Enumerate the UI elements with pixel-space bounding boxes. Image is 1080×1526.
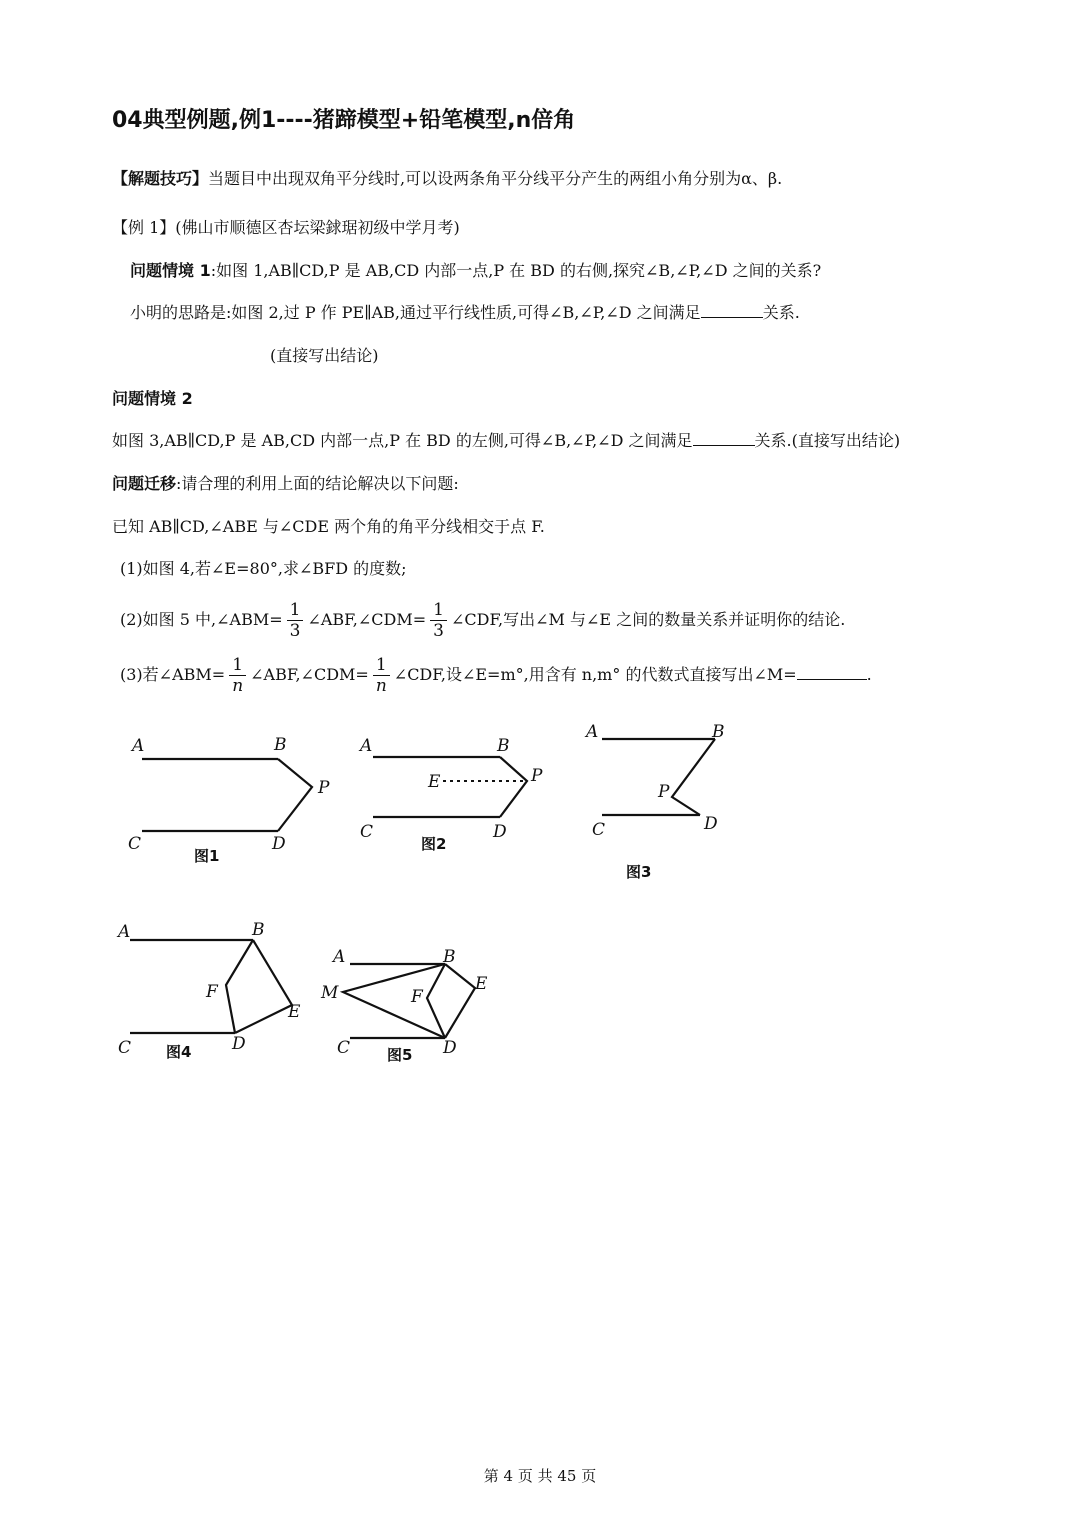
figure-4-caption: 图4 [166,1043,192,1061]
line-bpd [500,757,527,817]
point-a-label: A [360,736,373,756]
frac-den: n [232,676,244,696]
frac-num: 1 [287,600,304,621]
scene2-line [112,429,900,453]
line-bpd [278,759,312,831]
idea-after: 关系. [762,303,800,322]
frac-num: 1 [430,600,447,621]
tip-label: 【解题技巧】 [112,169,209,188]
scene1-line [130,259,821,283]
q3-end: . [866,665,872,684]
line-bfd [427,964,445,1038]
q2-part-c: ∠CDF,写出∠M 与∠E 之间的数量关系并证明你的结论. [450,610,846,629]
answer-blank-2 [693,429,755,446]
point-c-label: C [128,834,142,854]
fraction-one-over-n-1 [229,655,246,696]
answer-blank-3 [797,663,867,680]
point-d-label: D [704,814,718,834]
idea-line [130,301,800,325]
scene1-text: :如图 1,AB∥CD,P 是 AB,CD 内部一点,P 在 BD 的右侧,探究∠B,∠P,∠D 之间的关系? [210,261,822,280]
line-bed [445,964,475,1038]
q3-part-b: ∠ABF,∠CDM= [250,665,369,684]
page-title: 04典型例题,例1----猪蹄模型+铅笔模型,n倍角 [112,108,576,133]
point-p-label: P [658,782,670,802]
point-p-label: P [318,778,330,798]
line-bpd [672,739,715,815]
example-label: 【例 1】 [112,218,176,237]
point-b-label: B [252,920,265,940]
point-c-label: C [592,820,606,840]
q3-part-a: (3)若∠ABM= [120,665,226,684]
point-f-label: F [206,982,218,1002]
q2-part-b: ∠ABF,∠CDM= [307,610,427,629]
frac-num: 1 [373,655,390,676]
figure-2 [355,725,565,865]
fraction-one-third-2 [430,600,447,641]
q3-part-c: ∠CDF,设∠E=m°,用含有 n,m° 的代数式直接写出∠M= [393,665,797,684]
point-f-label: F [411,987,423,1007]
point-c-label: C [360,822,374,842]
transfer-label: 问题迁移 [112,474,177,493]
point-a-label: A [586,722,599,742]
q2-part-a: (2)如图 5 中,∠ABM= [120,610,283,629]
question-1: (1)如图 4,若∠E=80°,求∠BFD 的度数; [120,559,407,578]
fraction-one-third-1 [287,600,304,641]
fraction-one-over-n-2 [373,655,390,696]
tip-text: 当题目中出现双角平分线时,可以设两条角平分线平分产生的两组小角分别为α、β. [208,169,783,188]
frac-den: n [375,676,387,696]
point-c-label: C [337,1038,351,1058]
idea-note: (直接写出结论) [270,346,379,365]
scene2-text-before: 如图 3,AB∥CD,P 是 AB,CD 内部一点,P 在 BD 的左侧,可得∠B,∠P,∠D 之间满足 [112,431,693,450]
point-b-label: B [712,722,725,742]
line-bmd [343,964,445,1038]
tip-line [112,167,782,191]
figure-4 [110,915,320,1075]
point-b-label: B [274,735,287,755]
idea-before: 小明的思路是:如图 2,过 P 作 PE∥AB,通过平行线性质,可得∠B,∠P,∠D 之间满足 [130,303,701,322]
figure-3 [580,715,750,890]
page-footer: 第 4 页 共 45 页 [483,1467,597,1485]
figure-2-caption: 图2 [421,835,447,853]
frac-num: 1 [229,655,246,676]
transfer-line [112,472,459,496]
point-b-label: B [497,736,510,756]
frac-den: 3 [289,621,301,641]
point-a-label: A [118,922,131,942]
point-b-label: B [443,947,456,967]
figure-3-caption: 图3 [626,863,652,881]
transfer-text: :请合理的利用上面的结论解决以下问题: [176,474,459,493]
question-3 [120,653,872,697]
figure-5-caption: 图5 [387,1046,413,1064]
line-bfd [226,940,253,1033]
point-c-label: C [118,1038,132,1058]
point-e-label: E [288,1002,301,1022]
answer-blank-1 [701,301,763,318]
point-d-label: D [232,1034,246,1054]
figure-1 [120,725,350,875]
point-m-label: M [321,983,339,1003]
point-e-label: E [475,974,488,994]
example-source: (佛山市顺德区杏坛梁銶琚初级中学月考) [175,218,460,237]
point-a-label: A [333,947,346,967]
given-line: 已知 AB∥CD,∠ABE 与∠CDE 两个角的角平分线相交于点 F. [112,517,545,536]
point-d-label: D [493,822,507,842]
scene2-label: 问题情境 2 [112,389,193,408]
point-p-label: P [531,766,543,786]
point-a-label: A [132,736,145,756]
example-line [112,216,460,240]
scene1-label: 问题情境 1 [130,261,211,280]
point-d-label: D [272,834,286,854]
point-d-label: D [443,1038,457,1058]
question-2 [120,598,845,642]
frac-den: 3 [433,621,444,641]
scene2-text-after: 关系.(直接写出结论) [754,431,901,450]
point-e-label: E [428,772,441,792]
figure-1-caption: 图1 [194,847,220,865]
figure-5 [315,938,515,1073]
